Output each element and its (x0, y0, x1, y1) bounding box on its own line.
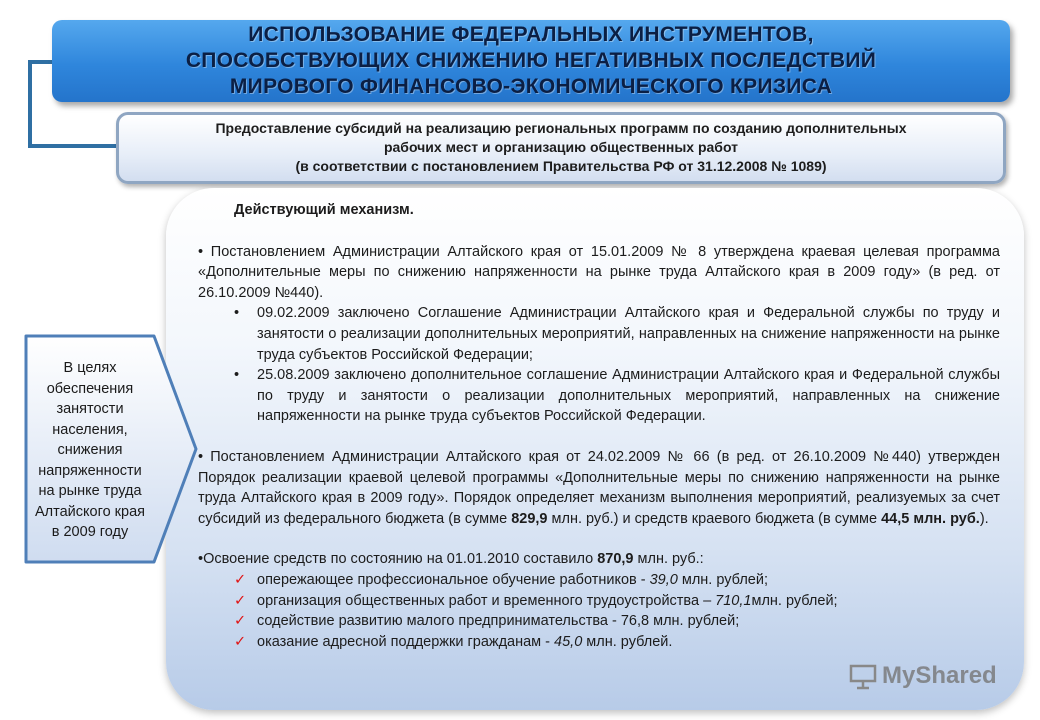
spending-item (198, 632, 1000, 653)
spending-amount: 39,0 (649, 571, 678, 588)
federal-amount: 829,9 (511, 510, 548, 527)
subtitle-line-1: Предоставление субсидий на реализацию региональных программ по созданию дополнительных (215, 120, 907, 136)
agreement-text: 09.02.2009 заключено Соглашение Администрации Алтайского края и Федеральной службы по труду и занятости о реализации дополнительных мероприятий, направленных на снижение напряженности на рынке труда субъектов Российской Федерации; (257, 305, 1000, 363)
watermark (848, 656, 1008, 696)
paragraph-3 (198, 549, 1000, 570)
subtitle-box (116, 112, 1006, 184)
paragraph-2-mid: млн. руб.) и средств краевого бюджета (в сумме (547, 510, 882, 527)
content-body (198, 200, 1000, 652)
spending-text: организация общественных работ и временного трудоустройства – (257, 592, 716, 609)
paragraph-3-end: млн. руб.: (633, 551, 704, 568)
spending-amount: 710,1 (715, 592, 752, 609)
agreement-item (198, 365, 1000, 427)
spending-amount: 76,8 (620, 613, 650, 630)
spending-amount: 45,0 (554, 633, 583, 650)
subtitle-line-3: (в соответствии с постановлением Правительства РФ от 31.12.2008 № 1089) (295, 158, 827, 174)
spending-text: опережающее профессиональное обучение работников - (257, 571, 650, 588)
paragraph-3-text: •Освоение средств по состоянию на 01.01.2010 составило (198, 551, 598, 568)
paragraph-2-end: ). (979, 510, 989, 527)
spacer (198, 427, 1000, 447)
paragraph-2 (198, 447, 1000, 529)
spending-suffix: млн. рублей; (677, 571, 768, 588)
checkmark-icon: ✓ (234, 571, 247, 588)
spending-item (198, 591, 1000, 612)
regional-amount: 44,5 млн. руб. (881, 510, 980, 527)
paragraph-1: • Постановлением Администрации Алтайского края от 15.01.2009 № 8 утверждена краевая целевая программа «Дополнительные меры по снижению напряженности на рынке труда Алтайского края в 2009 году» (в ред. от 26.10.2009 №440). (198, 243, 1000, 301)
title-line-3: МИРОВОГО ФИНАНСОВО-ЭКОНОМИЧЕСКОГО КРИЗИСА (229, 75, 833, 98)
spacer (198, 529, 1000, 549)
side-arrow-text: В целях обеспечения занятости населения, снижения напряженности на рынке труда Алтайского края в 2009 году (35, 360, 145, 540)
spending-suffix: млн. рублей. (582, 633, 673, 650)
total-amount: 870,9 (597, 551, 634, 568)
paragraph-2-text: • Постановлением Администрации Алтайского края от 24.02.2009 № 66 (в ред. от 26.10.2009 №440) утвержден Порядок реализации краевой целевой программы «Дополнительные меры по снижению напряженности на рынке труда Алтайского края в 2009 году». Порядок определяет механизм выполнения мероприятий, реализуемых за счет субсидий из федерального бюджета (в сумме (198, 448, 1000, 527)
agreement-item (198, 303, 1000, 365)
bullet: • (234, 305, 240, 322)
mechanism-heading: Действующий механизм. (234, 202, 414, 218)
page-title (186, 22, 876, 100)
watermark-text: MyShared (882, 662, 997, 689)
checkmark-icon: ✓ (234, 633, 247, 650)
bullet: • (234, 367, 240, 384)
title-banner (52, 20, 1010, 102)
connector-line-bottom (28, 144, 118, 148)
checkmark-icon: ✓ (234, 592, 247, 609)
checkmark-icon: ✓ (234, 613, 247, 630)
spending-text: оказание адресной поддержки гражданам - (257, 633, 555, 650)
agreements-list (198, 303, 1000, 427)
spending-suffix: млн. рублей; (649, 613, 740, 630)
spending-suffix: млн. рублей; (751, 592, 838, 609)
title-line-1: ИСПОЛЬЗОВАНИЕ ФЕДЕРАЛЬНЫХ ИНСТРУМЕНТОВ, (248, 23, 814, 46)
presentation-icon (848, 661, 878, 691)
subtitle-line-2: рабочих мест и организацию общественных работ (383, 139, 739, 155)
agreement-text: 25.08.2009 заключено дополнительное соглашение Администрации Алтайского края и Федеральной службы по труду и занятости о реализации дополнительных мероприятий, направленных на снижение напряженности на рынке труда субъектов Российской Федерации. (257, 367, 1000, 425)
spending-item (198, 570, 1000, 591)
spending-text: содействие развитию малого предпринимательства - (257, 613, 621, 630)
connector-line-vertical (28, 60, 32, 148)
title-line-2: СПОСОБСТВУЮЩИХ СНИЖЕНИЮ НЕГАТИВНЫХ ПОСЛЕДСТВИЙ (185, 49, 877, 72)
spending-item (198, 611, 1000, 632)
connector-line-top (28, 60, 54, 64)
spending-list (198, 570, 1000, 652)
